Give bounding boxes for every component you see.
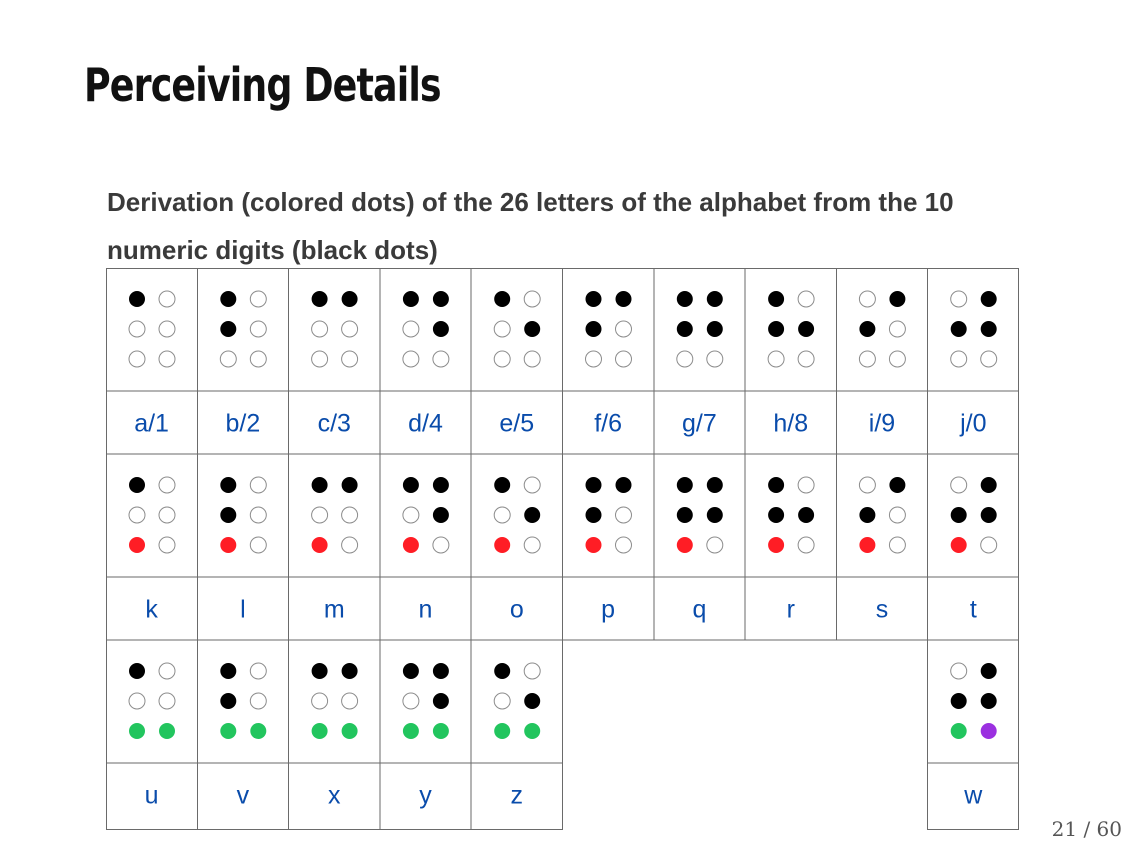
braille-dot-empty	[494, 351, 510, 367]
braille-dot-empty	[342, 507, 358, 523]
braille-dot-raised	[586, 477, 602, 493]
braille-dot-raised	[220, 321, 236, 337]
cell-label: l	[240, 595, 246, 624]
braille-dot-raised	[220, 477, 236, 493]
braille-dot-raised	[677, 537, 693, 553]
braille-dot-empty	[768, 351, 784, 367]
braille-dot-empty	[616, 351, 632, 367]
braille-dot-raised	[951, 537, 967, 553]
braille-dot-raised	[129, 663, 145, 679]
braille-dot-empty	[250, 507, 266, 523]
braille-dot-empty	[798, 537, 814, 553]
braille-dot-raised	[342, 291, 358, 307]
braille-dot-empty	[951, 291, 967, 307]
braille-dot-empty	[889, 351, 905, 367]
braille-dot-raised	[768, 291, 784, 307]
braille-dot-raised	[981, 693, 997, 709]
cell-label: g/7	[682, 409, 717, 438]
braille-cell	[951, 291, 997, 438]
braille-dot-empty	[433, 537, 449, 553]
braille-dot-empty	[859, 351, 875, 367]
braille-dot-raised	[859, 321, 875, 337]
braille-cell	[312, 291, 358, 438]
braille-dot-raised	[677, 321, 693, 337]
braille-dot-empty	[616, 321, 632, 337]
braille-cell	[494, 477, 540, 624]
braille-dot-empty	[250, 693, 266, 709]
braille-dot-raised	[312, 477, 328, 493]
braille-dot-empty	[159, 321, 175, 337]
braille-dot-empty	[220, 351, 236, 367]
braille-dot-empty	[159, 663, 175, 679]
braille-dot-empty	[433, 351, 449, 367]
braille-cell	[494, 291, 540, 438]
braille-dot-raised	[586, 291, 602, 307]
braille-dot-raised	[433, 693, 449, 709]
braille-dot-raised	[312, 537, 328, 553]
braille-cell	[677, 477, 723, 624]
braille-dot-empty	[951, 351, 967, 367]
braille-dot-empty	[889, 537, 905, 553]
braille-dot-raised	[342, 663, 358, 679]
braille-dot-empty	[524, 351, 540, 367]
braille-dot-empty	[524, 291, 540, 307]
braille-dot-empty	[250, 537, 266, 553]
braille-dot-raised	[220, 663, 236, 679]
braille-dot-raised	[403, 723, 419, 739]
braille-cell	[403, 291, 449, 438]
cell-label: o	[509, 595, 524, 624]
braille-dot-raised	[220, 723, 236, 739]
braille-dot-empty	[524, 663, 540, 679]
cell-label: n	[418, 595, 433, 624]
braille-dot-empty	[250, 477, 266, 493]
braille-dot-raised	[433, 507, 449, 523]
braille-dot-raised	[616, 477, 632, 493]
braille-dot-empty	[312, 321, 328, 337]
braille-dot-raised	[616, 291, 632, 307]
braille-dot-raised	[129, 291, 145, 307]
braille-dot-empty	[403, 351, 419, 367]
braille-dot-empty	[312, 693, 328, 709]
braille-dot-empty	[403, 321, 419, 337]
braille-dot-empty	[798, 477, 814, 493]
braille-dot-raised	[707, 477, 723, 493]
braille-dot-empty	[342, 351, 358, 367]
braille-dot-raised	[403, 477, 419, 493]
braille-dot-empty	[159, 291, 175, 307]
braille-dot-raised	[981, 321, 997, 337]
cell-label: z	[510, 781, 524, 810]
braille-dot-empty	[159, 507, 175, 523]
braille-dot-raised	[342, 723, 358, 739]
braille-dot-empty	[524, 537, 540, 553]
braille-dot-raised	[798, 321, 814, 337]
braille-dot-empty	[403, 693, 419, 709]
braille-dot-raised	[981, 723, 997, 739]
braille-dot-raised	[433, 723, 449, 739]
braille-dot-raised	[586, 321, 602, 337]
braille-dot-empty	[403, 507, 419, 523]
braille-dot-empty	[951, 663, 967, 679]
cell-label: j/0	[960, 409, 987, 438]
braille-dot-raised	[403, 663, 419, 679]
cell-label: x	[328, 781, 341, 810]
braille-dot-raised	[494, 477, 510, 493]
braille-dot-raised	[798, 507, 814, 523]
braille-dot-empty	[159, 693, 175, 709]
braille-dot-raised	[129, 723, 145, 739]
braille-dot-empty	[707, 537, 723, 553]
braille-dot-raised	[220, 537, 236, 553]
cell-label: e/5	[499, 409, 535, 438]
braille-cell	[220, 477, 266, 624]
braille-dot-raised	[524, 507, 540, 523]
braille-dot-raised	[129, 477, 145, 493]
braille-dot-empty	[586, 351, 602, 367]
braille-dot-raised	[951, 693, 967, 709]
braille-dot-empty	[798, 291, 814, 307]
braille-dot-empty	[129, 507, 145, 523]
braille-dot-raised	[494, 723, 510, 739]
braille-dot-raised	[586, 537, 602, 553]
braille-cell	[129, 291, 175, 438]
braille-cell	[859, 477, 905, 624]
braille-dot-raised	[951, 321, 967, 337]
cell-label: k	[145, 595, 158, 624]
braille-dot-empty	[129, 321, 145, 337]
braille-dot-empty	[889, 321, 905, 337]
braille-cell	[129, 663, 175, 810]
cell-label: c/3	[317, 409, 351, 438]
braille-dot-raised	[250, 723, 266, 739]
braille-dot-raised	[889, 291, 905, 307]
braille-dot-raised	[951, 507, 967, 523]
braille-dot-empty	[981, 351, 997, 367]
braille-dot-raised	[433, 663, 449, 679]
braille-dot-raised	[403, 537, 419, 553]
braille-cell	[312, 477, 358, 624]
braille-dot-raised	[981, 507, 997, 523]
braille-dot-raised	[889, 477, 905, 493]
braille-dot-raised	[494, 663, 510, 679]
braille-dot-raised	[220, 291, 236, 307]
cell-label: q	[692, 595, 707, 624]
braille-dot-raised	[677, 291, 693, 307]
braille-cell	[494, 663, 540, 810]
braille-dot-empty	[250, 291, 266, 307]
page-number: 21 / 60	[1051, 817, 1122, 841]
braille-dot-raised	[981, 291, 997, 307]
braille-cell	[403, 477, 449, 624]
cell-label: a/1	[134, 409, 169, 438]
braille-dot-raised	[524, 321, 540, 337]
braille-dot-raised	[677, 507, 693, 523]
cell-label: i/9	[868, 409, 896, 438]
braille-dot-empty	[494, 321, 510, 337]
braille-dot-raised	[129, 537, 145, 553]
cell-label: m	[323, 595, 345, 624]
braille-dot-raised	[524, 693, 540, 709]
braille-dot-empty	[342, 537, 358, 553]
braille-dot-empty	[859, 291, 875, 307]
braille-cell	[768, 477, 814, 624]
braille-dot-raised	[859, 537, 875, 553]
braille-dot-empty	[159, 537, 175, 553]
braille-dot-empty	[616, 507, 632, 523]
cell-label: b/2	[225, 409, 261, 438]
braille-cell	[129, 477, 175, 624]
cell-label: r	[786, 595, 795, 624]
braille-dot-empty	[342, 321, 358, 337]
braille-dot-empty	[312, 351, 328, 367]
braille-dot-empty	[312, 507, 328, 523]
braille-dot-empty	[951, 477, 967, 493]
braille-cell	[951, 477, 997, 624]
braille-dot-raised	[494, 537, 510, 553]
braille-dot-empty	[159, 351, 175, 367]
braille-cell	[768, 291, 814, 438]
braille-dot-raised	[981, 477, 997, 493]
braille-dot-raised	[342, 477, 358, 493]
braille-dot-raised	[403, 291, 419, 307]
slide-title: Perceiving Details	[84, 58, 441, 112]
cell-label: p	[601, 595, 616, 624]
braille-dot-raised	[707, 291, 723, 307]
braille-dot-empty	[707, 351, 723, 367]
diagram-caption: Derivation (colored dots) of the 26 letters of the alphabet from the 10 numeric digits (black dots)	[107, 187, 954, 265]
cell-label: v	[236, 781, 250, 810]
braille-cell	[859, 291, 905, 438]
braille-dot-empty	[129, 351, 145, 367]
braille-dot-raised	[768, 537, 784, 553]
braille-dot-empty	[524, 477, 540, 493]
braille-dot-empty	[250, 663, 266, 679]
braille-dot-raised	[312, 291, 328, 307]
braille-dot-empty	[859, 477, 875, 493]
braille-dot-raised	[768, 321, 784, 337]
braille-dot-empty	[494, 693, 510, 709]
braille-dot-raised	[312, 723, 328, 739]
braille-dot-raised	[768, 507, 784, 523]
braille-dot-raised	[859, 507, 875, 523]
braille-cell	[586, 291, 632, 438]
braille-dot-raised	[312, 663, 328, 679]
cell-label: h/8	[773, 409, 809, 438]
braille-dot-empty	[159, 477, 175, 493]
braille-dot-empty	[342, 693, 358, 709]
braille-dot-empty	[677, 351, 693, 367]
braille-dot-raised	[768, 477, 784, 493]
braille-dot-raised	[981, 663, 997, 679]
braille-dot-raised	[159, 723, 175, 739]
braille-cell	[403, 663, 449, 810]
braille-dot-raised	[433, 321, 449, 337]
cell-label: s	[875, 595, 889, 624]
braille-dot-raised	[707, 507, 723, 523]
braille-derivation-table	[106, 268, 1019, 830]
cell-label: t	[969, 595, 977, 624]
braille-cell	[312, 663, 358, 810]
braille-cell	[220, 291, 266, 438]
braille-dot-raised	[677, 477, 693, 493]
braille-dot-empty	[889, 507, 905, 523]
braille-dot-raised	[220, 693, 236, 709]
braille-cell	[951, 663, 997, 810]
cell-label: y	[419, 781, 432, 810]
cell-label: w	[964, 781, 983, 810]
braille-dot-raised	[707, 321, 723, 337]
braille-dot-empty	[250, 351, 266, 367]
cell-label: d/4	[408, 409, 443, 438]
braille-dot-raised	[494, 291, 510, 307]
cell-label: f/6	[594, 409, 622, 438]
braille-dot-raised	[433, 477, 449, 493]
braille-cell	[677, 291, 723, 438]
braille-dot-raised	[951, 723, 967, 739]
braille-dot-raised	[586, 507, 602, 523]
braille-dot-raised	[524, 723, 540, 739]
braille-cell	[586, 477, 632, 624]
cell-label: u	[144, 781, 159, 810]
braille-dot-raised	[433, 291, 449, 307]
braille-dot-empty	[616, 537, 632, 553]
braille-dot-empty	[250, 321, 266, 337]
braille-cell	[220, 663, 266, 810]
braille-dot-empty	[981, 537, 997, 553]
braille-dot-raised	[220, 507, 236, 523]
braille-dot-empty	[798, 351, 814, 367]
braille-dot-empty	[129, 693, 145, 709]
braille-dot-empty	[494, 507, 510, 523]
